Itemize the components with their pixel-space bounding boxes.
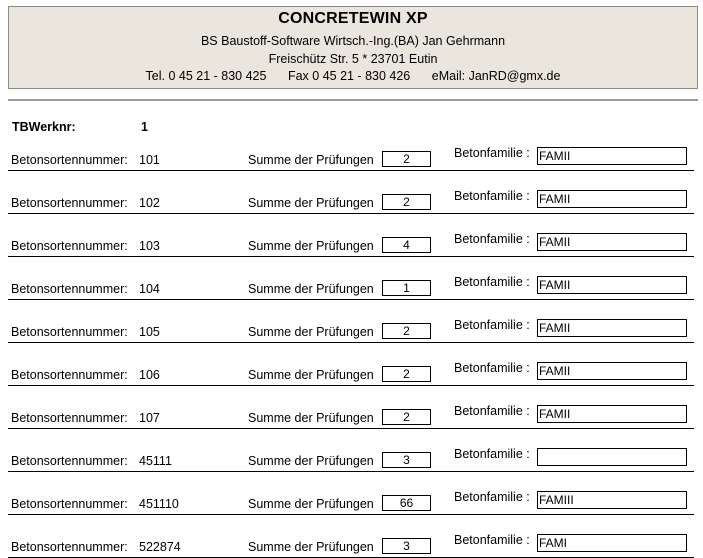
summe-pruefungen-field[interactable]: 2	[382, 409, 431, 425]
betonsortennummer-label: Betonsortennummer:	[11, 196, 128, 210]
summe-pruefungen-field[interactable]: 3	[382, 538, 431, 554]
summe-pruefungen-field[interactable]: 4	[382, 237, 431, 253]
email-address: eMail: JanRD@gmx.de	[431, 69, 561, 83]
contact-line	[9, 69, 697, 83]
betonfamilie-field[interactable]: FAMIII	[537, 491, 687, 509]
fax-number: Fax 0 45 21 - 830 426	[287, 69, 411, 83]
betonsorte-row	[8, 171, 694, 214]
report-title: CONCRETEWIN XP	[278, 10, 428, 27]
betonsortennummer-label: Betonsortennummer:	[11, 325, 128, 339]
betonfamilie-field[interactable]: FAMII	[537, 276, 687, 294]
betonfamilie-field[interactable]: FAMII	[537, 190, 687, 208]
summe-pruefungen-label: Summe der Prüfungen	[248, 454, 374, 468]
betonfamilie-label: Betonfamilie :	[454, 189, 530, 203]
company-name: BS Baustoff-Software Wirtsch.-Ing.(BA) Jan Gehrmann	[200, 34, 506, 48]
summe-pruefungen-field[interactable]: 3	[382, 452, 431, 468]
betonfamilie-label: Betonfamilie :	[454, 533, 530, 547]
tbwerknr-label: TBWerknr:	[12, 120, 76, 134]
betonsorte-row	[8, 472, 694, 515]
betonfamilie-label: Betonfamilie :	[454, 232, 530, 246]
betonfamilie-label: Betonfamilie :	[454, 318, 530, 332]
betonsortennummer-value: 451110	[139, 497, 179, 511]
header-divider	[8, 99, 698, 101]
betonfamilie-label: Betonfamilie :	[454, 275, 530, 289]
betonsortennummer-value: 106	[139, 368, 160, 382]
summe-pruefungen-label: Summe der Prüfungen	[248, 282, 374, 296]
betonfamilie-label: Betonfamilie :	[454, 361, 530, 375]
tbwerknr-value: 1	[141, 120, 148, 134]
betonsortennummer-label: Betonsortennummer:	[11, 540, 128, 554]
betonsortennummer-value: 522874	[139, 540, 181, 554]
betonfamilie-field[interactable]	[537, 448, 687, 466]
betonfamilie-field[interactable]: FAMII	[537, 319, 687, 337]
betonsorte-row	[8, 386, 694, 429]
betonfamilie-field[interactable]: FAMII	[537, 405, 687, 423]
phone-number: Tel. 0 45 21 - 830 425	[145, 69, 267, 83]
summe-pruefungen-field[interactable]: 2	[382, 366, 431, 382]
betonsortennummer-value: 104	[139, 282, 160, 296]
betonsortennummer-value: 101	[139, 153, 160, 167]
summe-pruefungen-field[interactable]: 2	[382, 151, 431, 167]
betonsorte-row	[8, 257, 694, 300]
betonsortennummer-label: Betonsortennummer:	[11, 153, 128, 167]
betonsorte-row	[8, 214, 694, 257]
betonsortennummer-label: Betonsortennummer:	[11, 497, 128, 511]
company-address: Freischütz Str. 5 * 23701 Eutin	[268, 52, 438, 66]
summe-pruefungen-label: Summe der Prüfungen	[248, 497, 374, 511]
summe-pruefungen-label: Summe der Prüfungen	[248, 411, 374, 425]
summe-pruefungen-label: Summe der Prüfungen	[248, 196, 374, 210]
summe-pruefungen-label: Summe der Prüfungen	[248, 325, 374, 339]
betonsorte-row	[8, 429, 694, 472]
betonfamilie-field[interactable]: FAMII	[537, 362, 687, 380]
summe-pruefungen-field[interactable]: 1	[382, 280, 431, 296]
betonsorte-row	[8, 515, 694, 558]
summe-pruefungen-label: Summe der Prüfungen	[248, 239, 374, 253]
betonfamilie-label: Betonfamilie :	[454, 404, 530, 418]
betonsortennummer-label: Betonsortennummer:	[11, 411, 128, 425]
betonsortennummer-label: Betonsortennummer:	[11, 282, 128, 296]
betonsorte-row	[8, 343, 694, 386]
betonsorte-row	[8, 300, 694, 343]
summe-pruefungen-field[interactable]: 66	[382, 495, 431, 511]
summe-pruefungen-label: Summe der Prüfungen	[248, 368, 374, 382]
betonsorte-row	[8, 128, 694, 171]
betonsortennummer-value: 105	[139, 325, 160, 339]
betonfamilie-field[interactable]: FAMI	[537, 534, 687, 552]
report-header	[8, 6, 698, 89]
betonsortennummer-value: 102	[139, 196, 160, 210]
betonsortennummer-value: 45111	[139, 454, 172, 468]
betonsortennummer-label: Betonsortennummer:	[11, 239, 128, 253]
betonfamilie-label: Betonfamilie :	[454, 447, 530, 461]
summe-pruefungen-label: Summe der Prüfungen	[248, 153, 374, 167]
summe-pruefungen-field[interactable]: 2	[382, 194, 431, 210]
betonfamilie-field[interactable]: FAMII	[537, 147, 687, 165]
summe-pruefungen-field[interactable]: 2	[382, 323, 431, 339]
betonsortennummer-label: Betonsortennummer:	[11, 454, 128, 468]
betonsortennummer-label: Betonsortennummer:	[11, 368, 128, 382]
betonfamilie-field[interactable]: FAMII	[537, 233, 687, 251]
summe-pruefungen-label: Summe der Prüfungen	[248, 540, 374, 554]
betonsortennummer-value: 107	[139, 411, 160, 425]
betonfamilie-label: Betonfamilie :	[454, 490, 530, 504]
betonfamilie-label: Betonfamilie :	[454, 146, 530, 160]
betonsortennummer-value: 103	[139, 239, 160, 253]
